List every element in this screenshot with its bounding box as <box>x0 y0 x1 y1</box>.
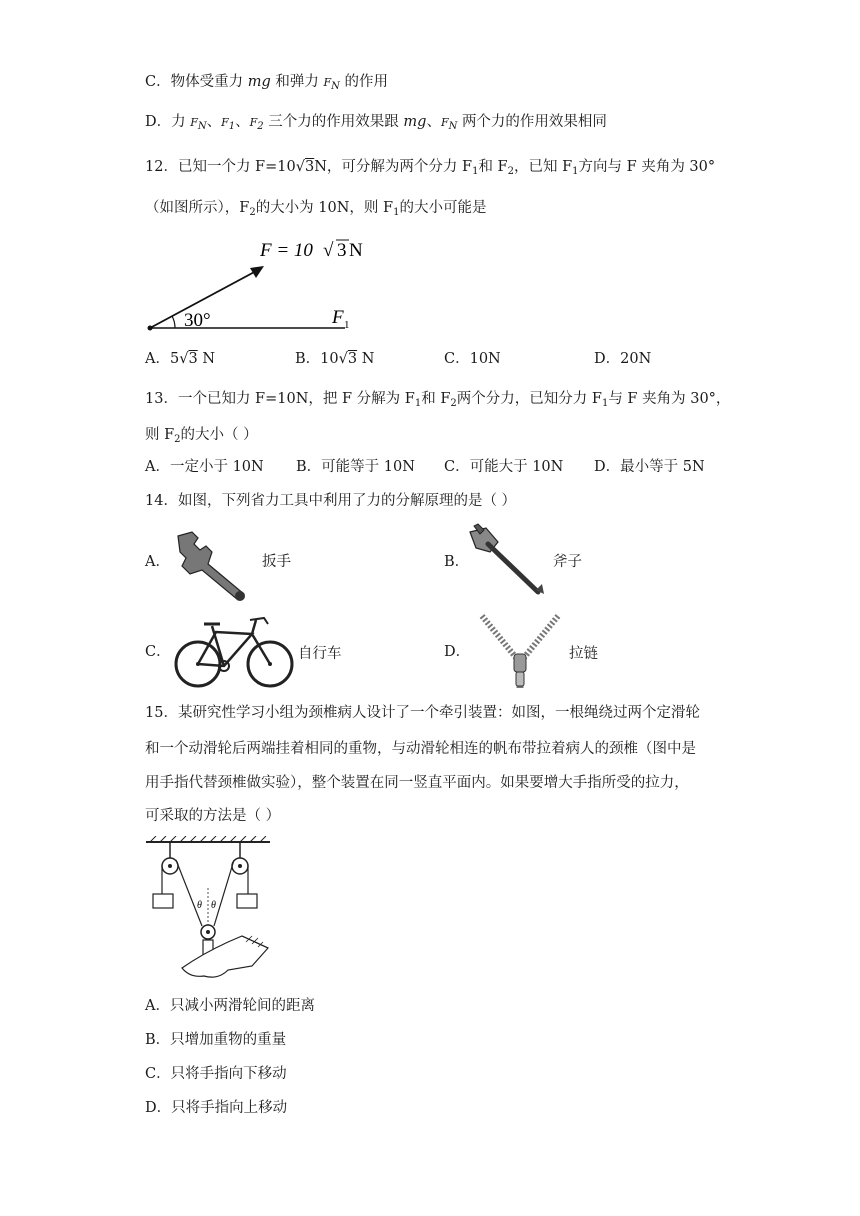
unit-label: N <box>349 240 363 261</box>
q14-option-d-letter: D． <box>444 644 471 660</box>
weight-left <box>153 894 173 908</box>
q12-text: ，已知 F <box>514 159 573 175</box>
fn-symbol: FN <box>190 116 207 132</box>
q13-stem-line-2: 则 $F_2$的大小（ ） <box>145 427 258 445</box>
theta-label-right: θ <box>211 900 216 911</box>
q15-stem-line-1: 15．某研究性学习小组为颈椎病人设计了一个牵引装置：如图，一根绳绕过两个定滑轮 <box>145 705 700 721</box>
f1-symbol: F1 <box>221 116 236 132</box>
q13-text: 两个分力，已知分力 F <box>456 391 602 407</box>
q12-option-c <box>444 349 501 369</box>
q13-option-b: B．可能等于 10N <box>296 459 415 475</box>
option-value: 20N <box>620 351 652 367</box>
f1-label: F <box>332 307 344 328</box>
arrowhead-icon <box>250 266 264 278</box>
q14-option-c-letter: C． <box>145 644 171 660</box>
option-letter: D． <box>594 351 621 367</box>
q12-text: 和 F <box>478 159 508 175</box>
q13-stem-line-1: 13．一个已知力 F=10N，把 F 分解为 $F_1$和 $F_2$两个分力，已知分力 $F_1$与 F 夹角为 30°， <box>145 391 731 409</box>
q12-stem-line-2: （如图所示），$F_2$的大小为 10N，则 $F_1$的大小可能是 <box>145 200 487 218</box>
q13-option-c: C．可能大于 10N <box>444 459 564 475</box>
q13-text: 的大小（ ） <box>180 427 258 443</box>
q11-option-c-text: C．物体受重力 <box>145 74 244 90</box>
q13-text: 与 F 夹角为 30°， <box>608 391 731 407</box>
option-value: 10 <box>320 351 339 367</box>
q11-option-c <box>145 72 388 97</box>
option-value: 10N <box>469 351 501 367</box>
f2-symbol: F2 <box>249 116 264 132</box>
option-radicand: 3 <box>347 351 358 367</box>
force-diagram <box>140 228 370 336</box>
sqrt-sign: √ <box>323 240 334 261</box>
option-value: 5 <box>169 351 180 367</box>
q12-text: N，可分解为两个分力 F <box>314 159 473 175</box>
f-label: F = 10 <box>260 240 313 261</box>
angle-label: 30° <box>184 310 211 331</box>
q15-option-c: C．只将手指向下移动 <box>145 1066 287 1082</box>
q15-option-b: B．只增加重物的重量 <box>145 1032 287 1048</box>
option-letter: C． <box>444 351 470 367</box>
q11-option-d-text-3: 两个力的作用效果相同 <box>461 114 607 130</box>
q14-stem: 14．如图，下列省力工具中利用了力的分解原理的是（ ） <box>145 493 517 509</box>
q14-option-b-label: 斧子 <box>553 554 582 570</box>
zipper-icon <box>478 610 563 695</box>
q12-option-a: A．5√3 N <box>145 351 215 367</box>
q15-option-a: A．只减小两滑轮间的距离 <box>145 998 315 1014</box>
bicycle-icon <box>172 612 297 692</box>
f1-subscript: 1 <box>344 319 350 331</box>
option-letter: B． <box>295 351 321 367</box>
q12-text: （如图所示），F <box>145 200 250 216</box>
q11-option-c-text-3: 的作用 <box>344 74 388 90</box>
option-unit: N <box>361 351 375 367</box>
option-unit: N <box>202 351 215 367</box>
q12-text: 的大小为 10N，则 F <box>255 200 394 216</box>
q13-text: 13．一个已知力 F=10N，把 F 分解为 F <box>145 391 415 407</box>
q15-stem-line-2: 和一个动滑轮后两端挂着相同的重物，与动滑轮相连的帆布带拉着病人的颈椎（图中是 <box>145 741 696 757</box>
option-radicand: 3 <box>188 351 198 367</box>
q11-option-c-text-2: 和弹力 <box>275 74 319 90</box>
fn-symbol: FN <box>440 116 458 132</box>
q15-stem-line-4: 可采取的方法是（ ） <box>145 808 281 824</box>
mg-symbol: mg <box>403 114 427 130</box>
q12-text: 12．已知一个力 F=10 <box>145 159 296 175</box>
q11-option-d-text-2: 三个力的作用效果跟 <box>268 114 399 130</box>
weight-right <box>237 894 257 908</box>
q12-option-d <box>594 349 651 369</box>
option-letter: A． <box>145 351 170 367</box>
q12-stem-line-1: 12．已知一个力 F=10√3N，可分解为两个分力 $F_1$和 $F_2$，已知 $F_1$方向与 F 夹角为 30° <box>145 159 716 177</box>
axe-icon <box>464 522 549 602</box>
q15-stem-line-3: 用手指代替颈椎做实验），整个装置在同一竖直平面内。如果要增大手指所受的拉力， <box>145 775 689 791</box>
sqrt-value: 3 <box>337 240 347 261</box>
q14-option-d-label: 拉链 <box>569 646 598 662</box>
traction-device-diagram <box>142 836 277 986</box>
q14-option-a-label: 扳手 <box>262 554 291 570</box>
q12-option-b: B．10√3 N <box>295 351 375 367</box>
q14-option-a-letter: A． <box>145 554 170 570</box>
mg-symbol: mg <box>247 74 271 90</box>
q13-option-d: D．最小等于 5N <box>594 459 705 475</box>
q11-option-d-text: D．力 <box>145 114 186 130</box>
q13-option-a: A．一定小于 10N <box>145 459 264 475</box>
origin-dot <box>148 326 153 331</box>
q11-option-d: D．力 FN、F1、F2 三个力的作用效果跟 mg、FN 两个力的作用效果相同 <box>145 114 607 132</box>
q12-text: 方向与 F 夹角为 30° <box>578 159 716 175</box>
sqrt-symbol: √3 <box>295 159 315 175</box>
angle-arc <box>172 316 175 328</box>
q15-option-d: D．只将手指向上移动 <box>145 1100 288 1116</box>
wrench-icon <box>172 528 252 603</box>
fn-symbol: FN <box>323 76 340 92</box>
q13-text: 则 F <box>145 427 175 443</box>
q12-text: 的大小可能是 <box>399 200 487 216</box>
theta-label-left: θ <box>197 900 202 911</box>
q14-option-b-letter: B． <box>444 554 470 570</box>
q14-option-c-label: 自行车 <box>298 646 342 662</box>
q13-text: 和 F <box>421 391 451 407</box>
